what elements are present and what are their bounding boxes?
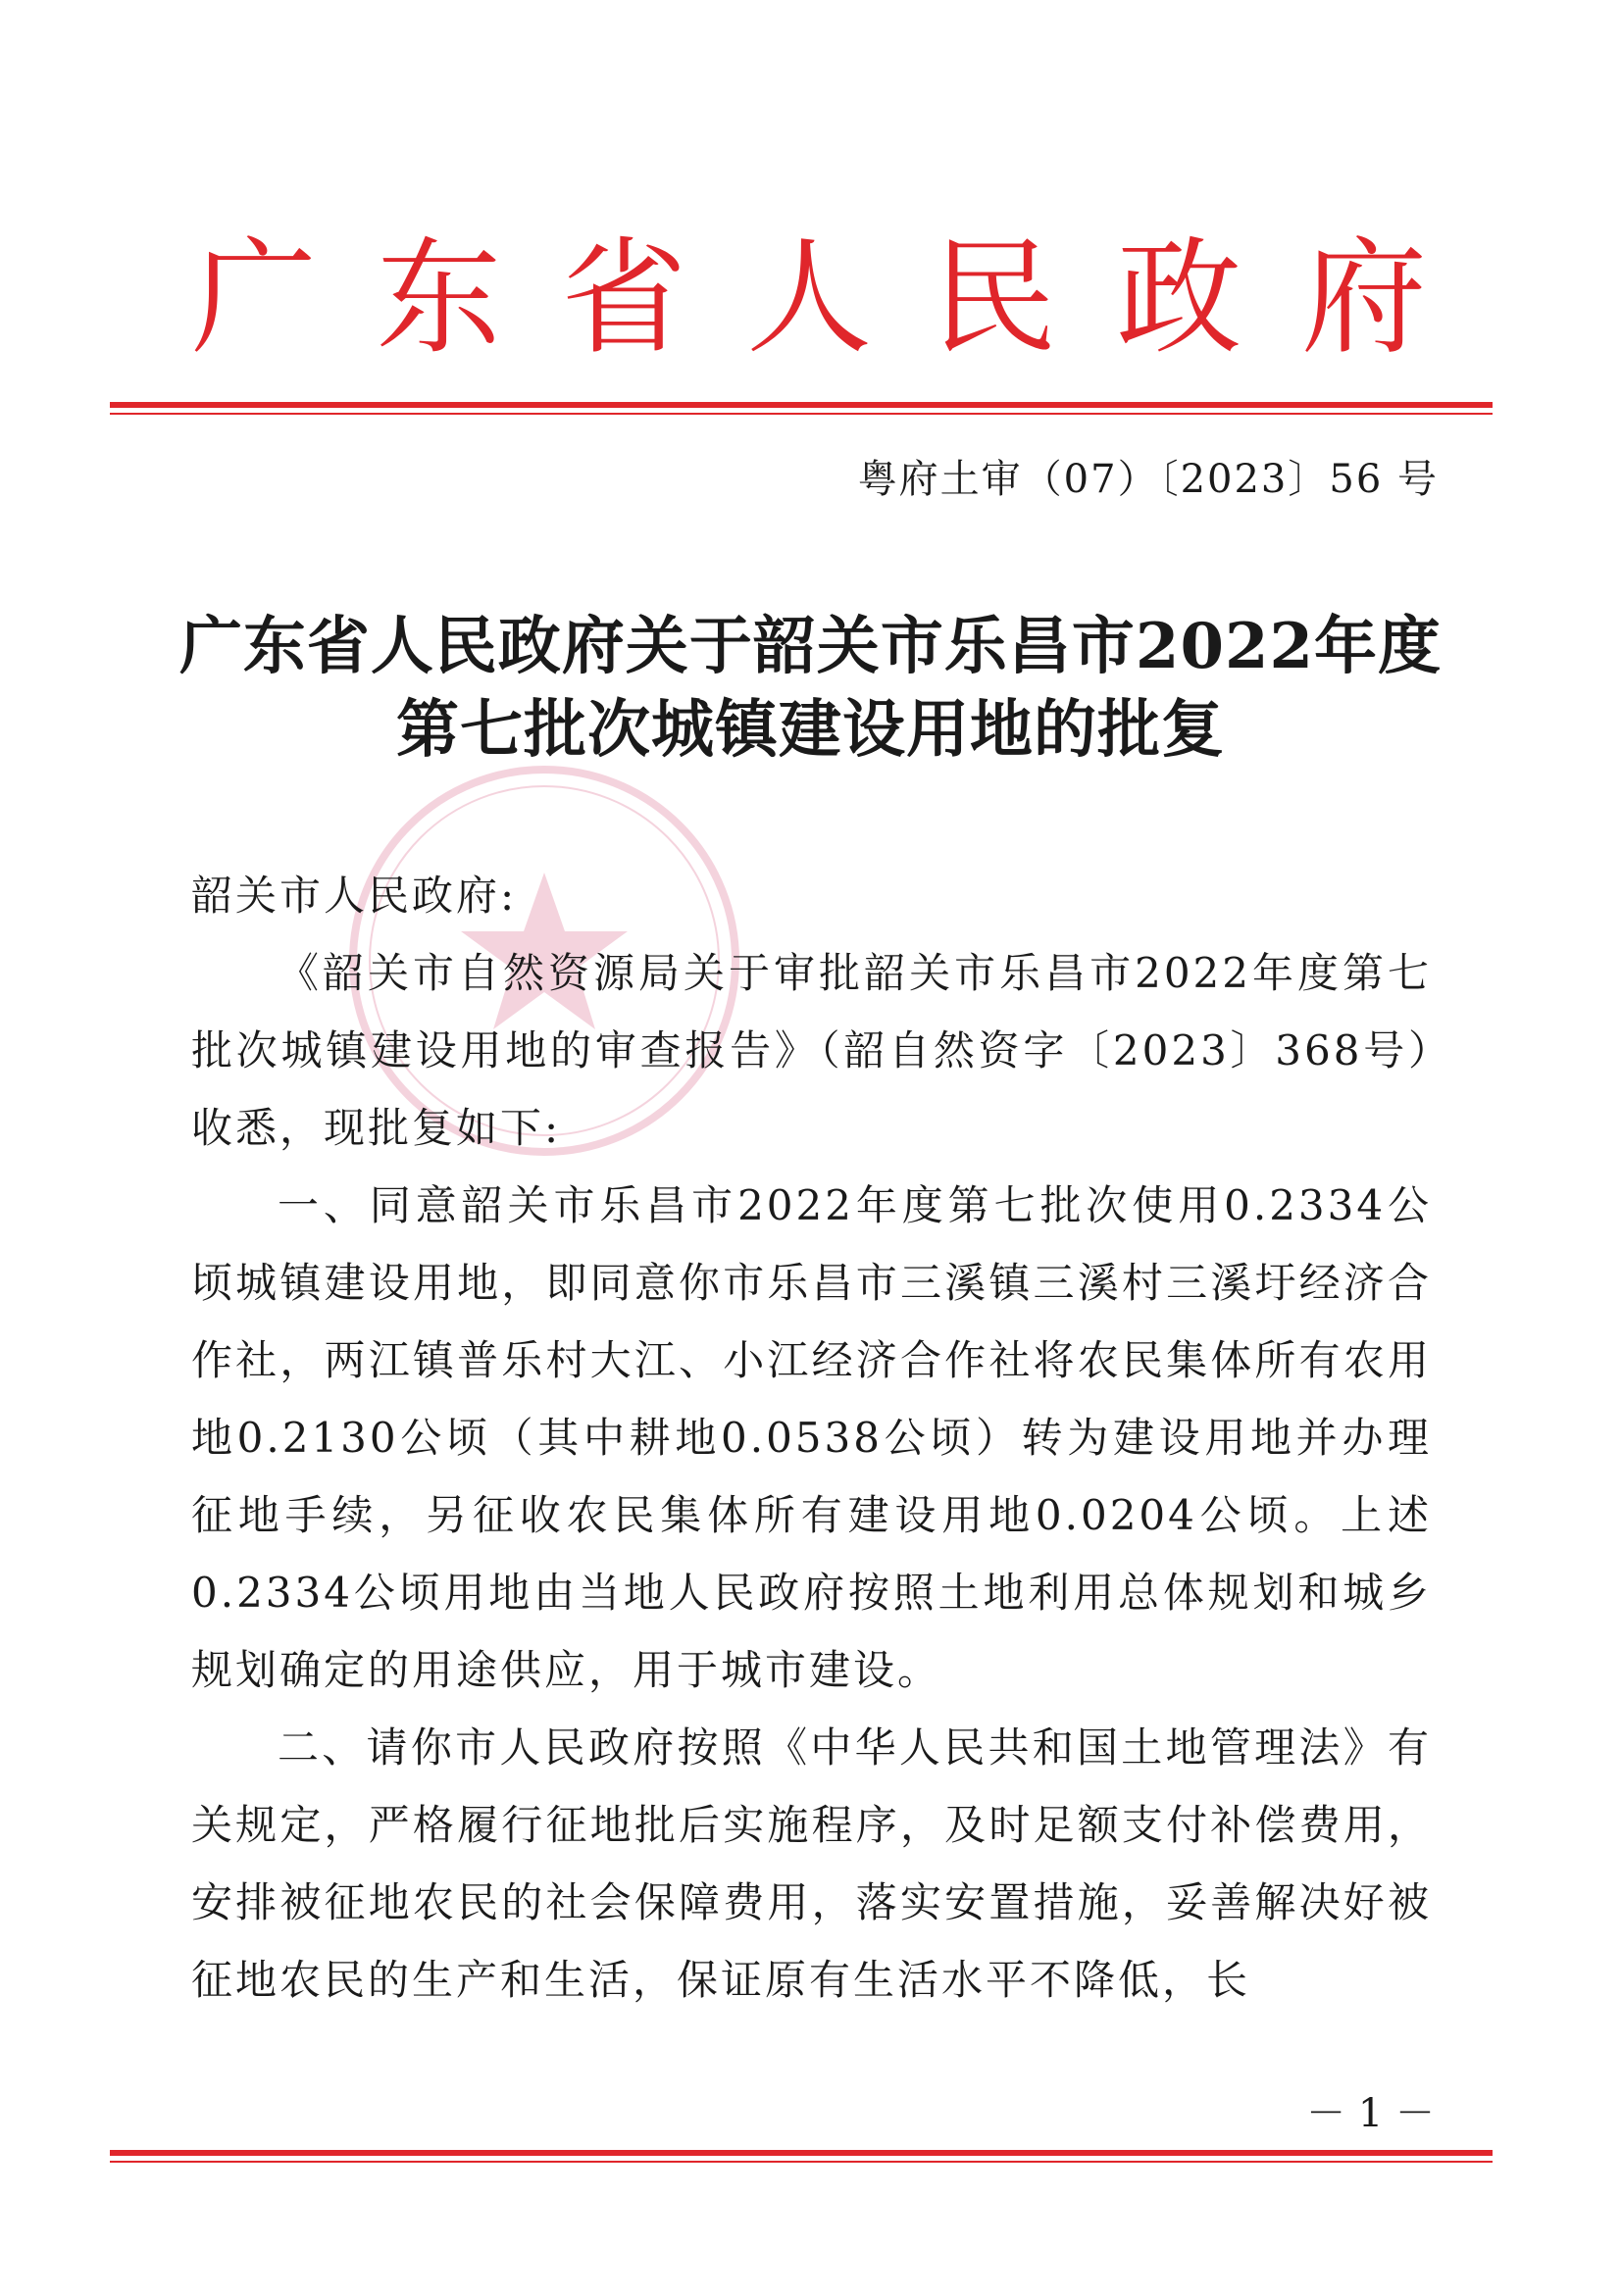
title-line-2: 第七批次城镇建设用地的批复 xyxy=(396,693,1225,767)
header-rule-thin xyxy=(110,413,1493,415)
paragraph-2: 二、请你市人民政府按照《中华人民共和国土地管理法》有关规定，严格履行征地批后实施程序，及时足额支付补偿费用，安排被征地农民的社会保障费用，落实安置措施，妥善解决好被征地农民的生产和生活，保证原有生活水平不降低，长 xyxy=(191,1723,1432,2004)
header-rule-thick xyxy=(110,402,1493,408)
document-number: 粤府土审（07）〔2023〕56 号 xyxy=(857,457,1439,502)
masthead-char: 政 xyxy=(1116,225,1242,372)
footer-rule-thin xyxy=(110,2161,1493,2163)
masthead-char: 广 xyxy=(191,225,318,372)
title-line-1: 广东省人民政府关于韶关市乐昌市2022年度 xyxy=(178,610,1443,683)
footer-rule-thick xyxy=(110,2150,1493,2156)
addressee: 韶关市人民政府: xyxy=(191,872,518,920)
masthead-char: 民 xyxy=(931,225,1057,372)
masthead-char: 省 xyxy=(561,225,687,372)
masthead-char: 人 xyxy=(745,225,872,372)
masthead xyxy=(191,225,1427,373)
masthead-char: 府 xyxy=(1300,225,1427,372)
page-number: － 1 － xyxy=(1306,2091,1435,2136)
intro-paragraph: 《韶关市自然资源局关于审批韶关市乐昌市2022年度第七批次城镇建设用地的审查报告》（韶自然资字〔2023〕368号）收悉，现批复如下: xyxy=(191,949,1432,1152)
masthead-char: 东 xyxy=(376,225,502,372)
document-body xyxy=(191,857,1432,2019)
paragraph-1: 一、同意韶关市乐昌市2022年度第七批次使用0.2334公顷城镇建设用地，即同意你市乐昌市三溪镇三溪村三溪圩经济合作社，两江镇普乐村大江、小江经济合作社将农民集体所有农用地0.2130公顷（其中耕地0.0538公顷）转为建设用地并办理征地手续，另征收农民集体所有建设用地0.0204公顷。上述0.2334公顷用地由当地人民政府按照土地利用总体规划和城乡规划确定的用途供应，用于城市建设。 xyxy=(191,1181,1432,1694)
